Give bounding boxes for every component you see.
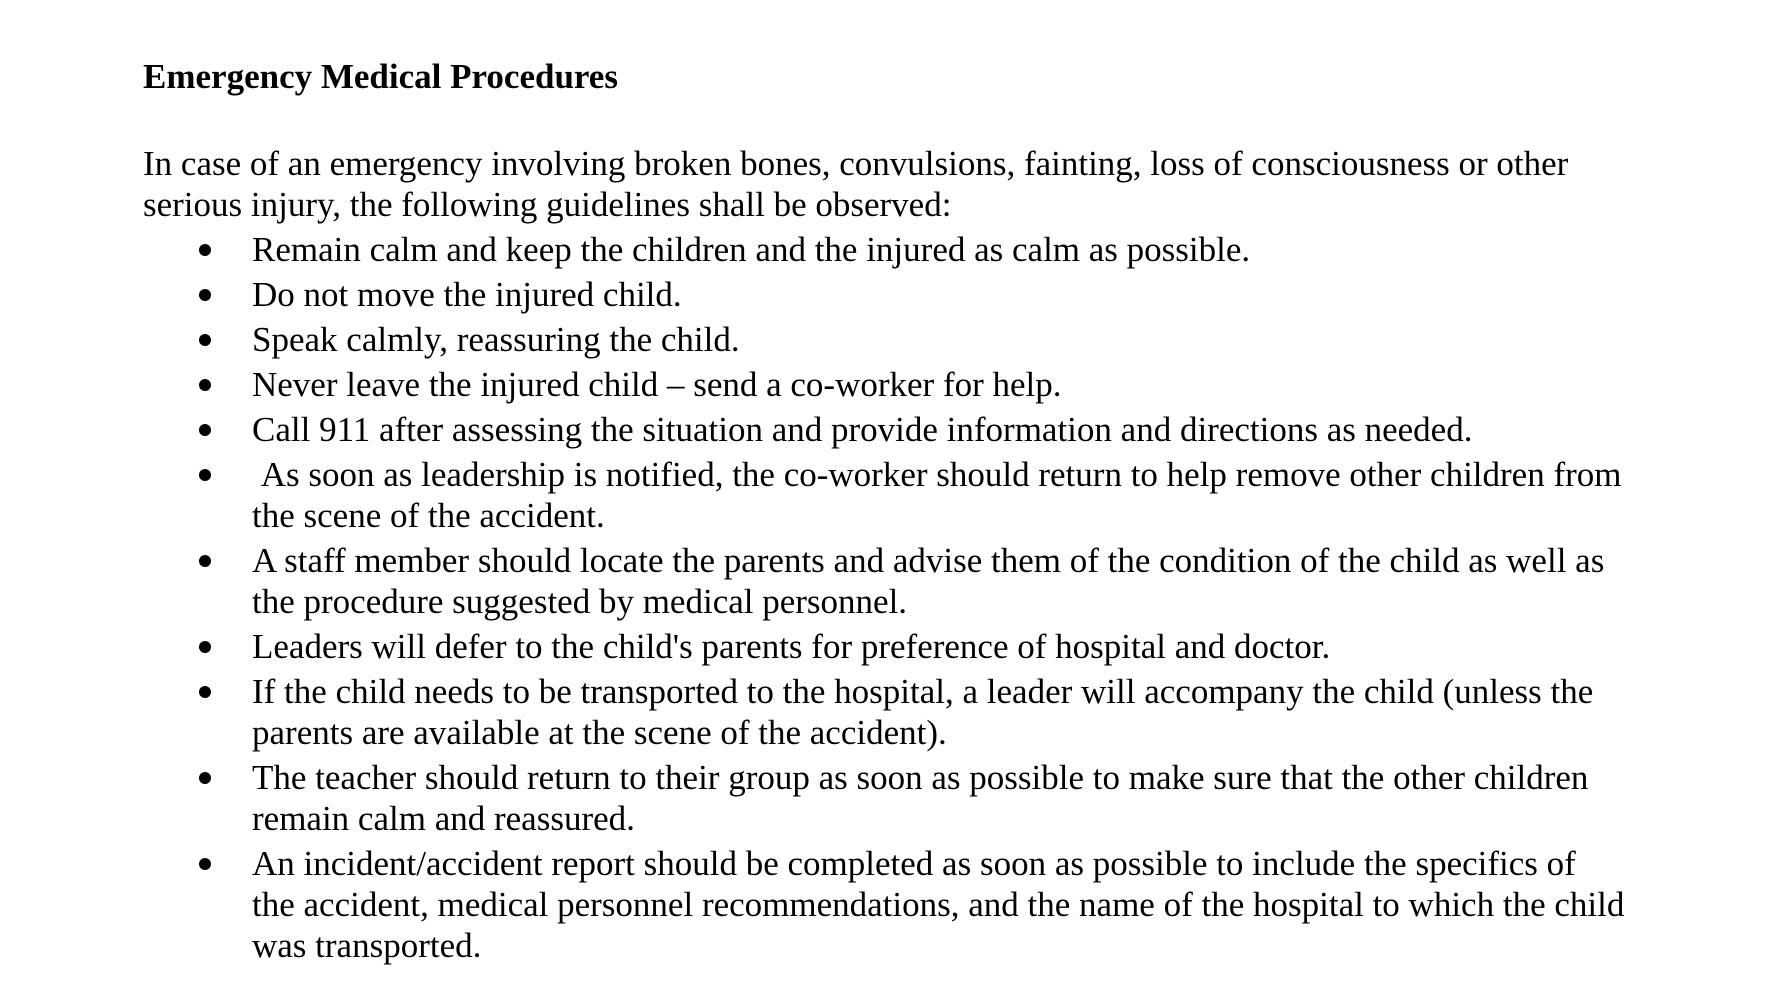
bullet-icon	[199, 289, 211, 301]
list-item-text: Leaders will defer to the child's parents for preference of hospital and doctor.	[252, 627, 1331, 666]
list-item	[143, 319, 1627, 360]
guidelines-list	[143, 229, 1663, 966]
bullet-icon	[199, 334, 211, 346]
bullet-icon	[199, 555, 211, 567]
bullet-icon	[199, 641, 211, 653]
bullet-icon	[199, 858, 211, 870]
list-item-text: An incident/accident report should be completed as soon as possible to include the specifics of the accident, medical personnel recommendations, and the name of the hospital to which the child was transported.	[252, 844, 1625, 965]
list-item	[143, 626, 1627, 667]
list-item-text: A staff member should locate the parents and advise them of the condition of the child as well as the procedure suggested by medical personnel.	[252, 541, 1605, 621]
list-item-text: The teacher should return to their group as soon as possible to make sure that the other children remain calm and reassured.	[252, 758, 1589, 838]
list-item-text: Never leave the injured child – send a co-worker for help.	[252, 365, 1062, 404]
list-item	[143, 671, 1627, 753]
list-item	[143, 843, 1627, 966]
list-item-text: Remain calm and keep the children and the injured as calm as possible.	[252, 230, 1251, 269]
list-item-text: Call 911 after assessing the situation and provide information and directions as needed.	[252, 410, 1473, 449]
document-page	[143, 56, 1663, 966]
list-item	[143, 409, 1627, 450]
list-item-text: If the child needs to be transported to the hospital, a leader will accompany the child (unless the parents are available at the scene of the accident).	[252, 672, 1594, 752]
document-title: Emergency Medical Procedures	[143, 57, 618, 96]
bullet-icon	[199, 772, 211, 784]
list-item-text: Speak calmly, reassuring the child.	[252, 320, 740, 359]
bullet-icon	[199, 379, 211, 391]
bullet-icon	[199, 469, 211, 481]
list-item	[143, 274, 1627, 315]
list-item	[143, 454, 1631, 536]
bullet-icon	[199, 686, 211, 698]
bullet-icon	[199, 244, 211, 256]
list-item-text: Do not move the injured child.	[252, 275, 682, 314]
list-item	[143, 229, 1627, 270]
bullet-icon	[199, 424, 211, 436]
list-item	[143, 757, 1627, 839]
list-item	[143, 540, 1627, 622]
list-item-text: As soon as leadership is notified, the co-worker should return to help remove other children from the scene of the accident.	[252, 455, 1631, 535]
list-item	[143, 364, 1627, 405]
intro-paragraph: In case of an emergency involving broken bones, convulsions, fainting, loss of consciousness or other serious injury, the following guidelines shall be observed:	[143, 144, 1569, 224]
